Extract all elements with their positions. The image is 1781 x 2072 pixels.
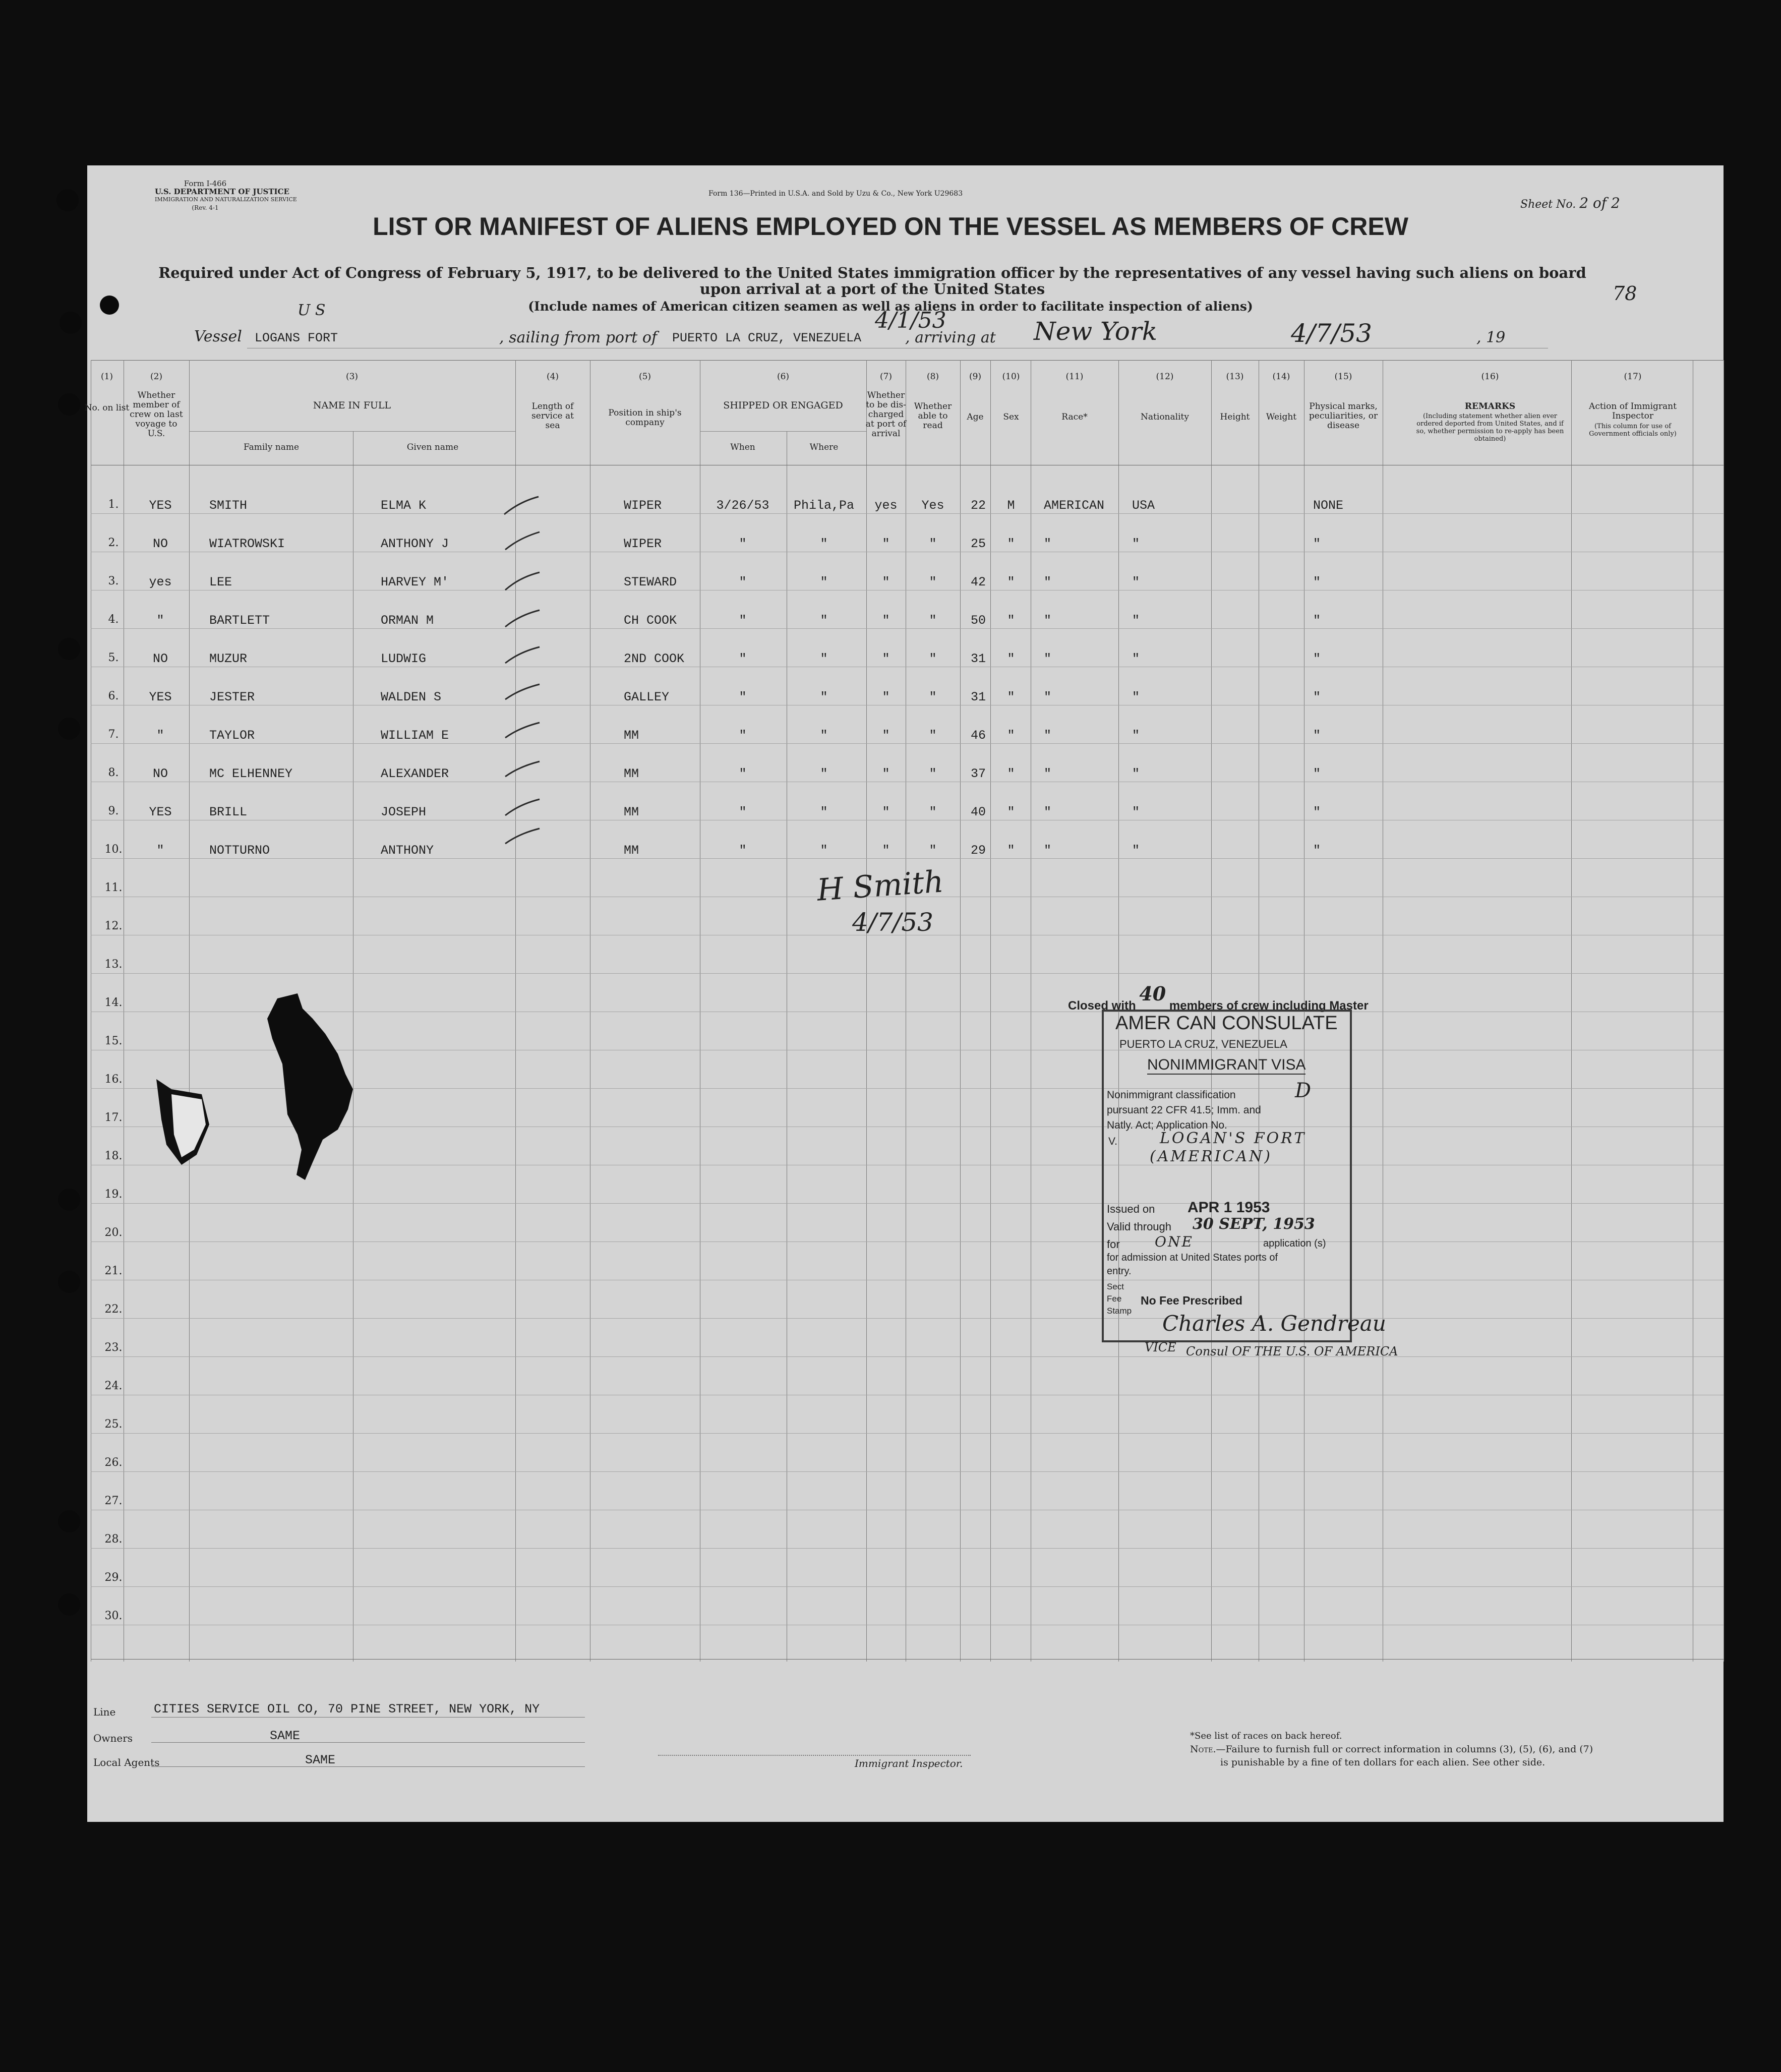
row-position: WIPER: [624, 498, 662, 513]
row-last: YES: [149, 690, 172, 704]
sailing-date: 4/1/53: [875, 308, 946, 333]
column-number: (2): [150, 372, 163, 382]
row-nat: ": [1132, 537, 1140, 551]
form-header-block: [155, 179, 297, 212]
row-number: 22.: [104, 1303, 123, 1316]
row-number: 12.: [104, 920, 123, 932]
signature-date: 4/7/53: [852, 908, 933, 937]
row-race: ": [1044, 805, 1052, 819]
row-disch: yes: [874, 498, 898, 513]
col-position: Position in ship's company: [608, 408, 682, 428]
row-age: 42: [970, 575, 986, 589]
row-given: ANTHONY J: [381, 537, 449, 551]
row-number: 13.: [104, 958, 123, 971]
row-where: ": [820, 766, 828, 781]
stamp-for-label: for: [1107, 1238, 1120, 1251]
row-sex: ": [1007, 766, 1015, 781]
arriving-label: , arriving at: [905, 329, 996, 346]
row-nat: ": [1132, 652, 1140, 666]
row-when: ": [739, 766, 747, 781]
row-when: ": [739, 728, 747, 743]
row-when: 3/26/53: [716, 498, 769, 513]
row-position: WIPER: [624, 537, 662, 551]
ink-blot: [151, 1074, 212, 1170]
row-position: 2ND COOK: [624, 652, 685, 666]
sailing-port: PUERTO LA CRUZ, VENEZUELA: [672, 331, 862, 345]
us-mark: U S: [298, 302, 326, 319]
row-no: 9.: [108, 805, 119, 817]
row-sex: ": [1007, 537, 1015, 551]
row-read: ": [929, 805, 937, 819]
column-number: (13): [1226, 372, 1244, 382]
row-last: NO: [152, 652, 168, 666]
stamp-valid-label: Valid through: [1107, 1220, 1172, 1233]
row-read: Yes: [921, 498, 944, 513]
ink-blot: [262, 988, 363, 1185]
binder-hole: [56, 189, 79, 211]
row-family: MUZUR: [209, 652, 248, 666]
stamp-fee-label: Sect Fee Stamp: [1107, 1282, 1132, 1316]
row-family: JESTER: [209, 690, 255, 704]
row-age: 25: [970, 537, 986, 551]
row-nat: USA: [1132, 498, 1155, 513]
row-disch: ": [882, 537, 890, 551]
row-last: NO: [152, 766, 168, 781]
closed-suffix: members of crew including Master: [1169, 999, 1369, 1013]
column-number: (1): [100, 372, 113, 382]
row-age: 22: [970, 498, 986, 513]
row-race: ": [1044, 652, 1052, 666]
row-family: TAYLOR: [209, 728, 255, 743]
sheet-value: 2 of 2: [1579, 195, 1620, 211]
page-number: 78: [1613, 282, 1637, 305]
check-marks: [499, 492, 545, 845]
col-inspector-action: Action of Immigrant Inspector: [1589, 401, 1677, 421]
binder-hole: [58, 718, 80, 740]
row-where: ": [820, 843, 828, 858]
row-nat: ": [1132, 805, 1140, 819]
printer-line: Form 136—Printed in U.S.A. and Sold by Uzu & Co., New York U29683: [708, 190, 963, 198]
row-family: MC ELHENNEY: [209, 766, 293, 781]
closed-prefix: Closed with: [1068, 999, 1136, 1013]
subtitle: Required under Act of Congress of February 5, 1917, to be delivered to the United States immigration officer by the representatives of any vessel having such aliens on board upon arrival at a port of the United States: [158, 264, 1586, 298]
row-age: 31: [970, 652, 986, 666]
row-age: 37: [970, 766, 986, 781]
row-sex: ": [1007, 805, 1015, 819]
row-no: 10.: [104, 843, 123, 856]
row-no: 4.: [108, 613, 119, 626]
row-last: ": [156, 843, 164, 858]
stamp-title: AMER CAN CONSULATE: [1115, 1013, 1338, 1034]
row-disch: ": [882, 728, 890, 743]
row-given: ANTHONY: [381, 843, 434, 858]
row-age: 46: [970, 728, 986, 743]
row-disch: ": [882, 843, 890, 858]
row-read: ": [929, 652, 937, 666]
vessel-label: Vessel: [194, 328, 242, 345]
column-number: (16): [1481, 372, 1499, 382]
row-read: ": [929, 690, 937, 704]
row-no: 8.: [108, 766, 119, 779]
col-nationality: Nationality: [1141, 412, 1189, 422]
note-label: Note.: [1190, 1744, 1216, 1755]
col-shipped-or-engaged: SHIPPED OR ENGAGED: [723, 400, 843, 411]
row-sex: ": [1007, 843, 1015, 858]
row-position: MM: [624, 728, 639, 743]
row-where: ": [820, 613, 828, 628]
stamp-v-label: V.: [1108, 1136, 1117, 1147]
col-weight: Weight: [1266, 412, 1297, 422]
stamp-classification-label: Nonimmigrant classification: [1107, 1089, 1236, 1101]
row-age: 50: [970, 613, 986, 628]
row-race: AMERICAN: [1044, 498, 1105, 513]
row-number: 25.: [104, 1418, 123, 1431]
binder-hole: [58, 393, 80, 416]
consul-title-vice: VICE: [1145, 1340, 1176, 1354]
binder-hole: [58, 1510, 80, 1532]
arrival-date: 4/7/53: [1291, 319, 1372, 348]
vessel-name: LOGANS FORT: [255, 331, 338, 345]
row-where: ": [820, 728, 828, 743]
consul-signature: Charles A. Gendreau: [1162, 1311, 1386, 1336]
year-label: , 19: [1476, 329, 1506, 346]
note-line: (Include names of American citizen seamen as well as aliens in order to facilitate inspection of aliens): [528, 299, 1253, 314]
inspector-signature: H Smith: [815, 864, 945, 908]
stamp-issued-label: Issued on: [1107, 1203, 1155, 1215]
row-family: LEE: [209, 575, 232, 589]
owners-value: SAME: [270, 1729, 301, 1743]
row-no: 2.: [108, 537, 119, 549]
col-length-of-service: Length of service at sea: [531, 401, 574, 431]
row-number: 30.: [104, 1610, 123, 1622]
row-when: ": [739, 843, 747, 858]
stamp-vessel-nationality: (AMERICAN): [1150, 1148, 1272, 1165]
row-where: ": [820, 575, 828, 589]
note-text: —Failure to furnish full or correct information in columns (3), (5), (6), and (7): [1216, 1744, 1593, 1755]
binder-hole: [58, 1271, 80, 1293]
stamp-issued-date: APR 1 1953: [1188, 1199, 1270, 1216]
row-number: 23.: [104, 1341, 123, 1354]
row-position: MM: [624, 805, 639, 819]
col-physical-marks: Physical marks, peculiarities, or disease: [1309, 401, 1378, 431]
row-marks: ": [1313, 805, 1321, 819]
row-no: 1.: [108, 498, 119, 511]
column-number: (7): [879, 372, 893, 382]
row-position: MM: [624, 766, 639, 781]
row-read: ": [929, 766, 937, 781]
sheet-label: Sheet No.: [1520, 198, 1576, 211]
row-family: WIATROWSKI: [209, 537, 285, 551]
row-race: ": [1044, 690, 1052, 704]
row-number: 27.: [104, 1495, 123, 1507]
row-given: ALEXANDER: [381, 766, 449, 781]
row-race: ": [1044, 728, 1052, 743]
row-age: 40: [970, 805, 986, 819]
row-number: 24.: [104, 1380, 123, 1392]
row-number: 21.: [104, 1265, 123, 1277]
stamp-visa-type: NONIMMIGRANT VISA: [1147, 1056, 1305, 1075]
form-revision: (Rev. 4-1: [192, 204, 219, 211]
line-value: CITIES SERVICE OIL CO, 70 PINE STREET, NEW YORK, NY: [154, 1702, 540, 1716]
row-last: YES: [149, 805, 172, 819]
agents-label: Local Agents: [93, 1756, 160, 1768]
penalty-note: [1190, 1744, 1593, 1755]
row-family: NOTTURNO: [209, 843, 270, 858]
row-age: 29: [970, 843, 986, 858]
col-discharged: Whether to be dis- charged at port of arrival: [865, 390, 907, 439]
column-number: (14): [1272, 372, 1290, 382]
col-name-in-full: NAME IN FULL: [313, 400, 391, 411]
agents-value: SAME: [305, 1753, 336, 1767]
stamp-admission: for admission at United States ports of: [1107, 1252, 1278, 1263]
row-number: 26.: [104, 1456, 123, 1469]
row-given: WILLIAM E: [381, 728, 449, 743]
row-family: SMITH: [209, 498, 248, 513]
row-number: 19.: [104, 1188, 123, 1201]
column-number: (5): [638, 372, 651, 382]
row-last: ": [156, 728, 164, 743]
row-given: LUDWIG: [381, 652, 427, 666]
row-last: ": [156, 613, 164, 628]
row-age: 31: [970, 690, 986, 704]
binder-hole: [58, 1189, 80, 1211]
col-last-voyage: Whether member of crew on last voyage to U.S.: [130, 390, 183, 439]
sheet-number: [1520, 195, 1620, 211]
row-number: 16.: [104, 1073, 123, 1086]
row-family: BRILL: [209, 805, 248, 819]
row-last: NO: [152, 537, 168, 551]
row-disch: ": [882, 805, 890, 819]
row-given: JOSEPH: [381, 805, 427, 819]
column-number: (17): [1624, 372, 1642, 382]
row-last: yes: [149, 575, 172, 589]
row-number: 20.: [104, 1226, 123, 1239]
col-no-on-list: No. on list: [84, 403, 130, 413]
row-when: ": [739, 613, 747, 628]
row-race: ": [1044, 575, 1052, 589]
row-marks: ": [1313, 537, 1321, 551]
column-number: (11): [1065, 372, 1084, 382]
page-title: LIST OR MANIFEST OF ALIENS EMPLOYED ON THE VESSEL AS MEMBERS OF CREW: [373, 212, 1408, 241]
row-given: HARVEY M': [381, 575, 449, 589]
row-no: 6.: [108, 690, 119, 702]
binder-hole: [60, 312, 82, 334]
stamp-classification-value: D: [1295, 1079, 1312, 1102]
row-position: GALLEY: [624, 690, 670, 704]
row-sex: M: [1007, 498, 1015, 513]
closed-count: 40: [1139, 982, 1166, 1005]
row-read: ": [929, 613, 937, 628]
row-when: ": [739, 652, 747, 666]
row-when: ": [739, 690, 747, 704]
col-remarks-note: (Including statement whether alien ever ordered deported from United States, and if so, whether permission to re-apply has been obtained): [1416, 412, 1564, 443]
column-number: (10): [1002, 372, 1020, 382]
col-given-name: Given name: [406, 442, 459, 452]
col-race: Race*: [1061, 412, 1088, 422]
row-number: 14.: [104, 996, 123, 1009]
row-where: ": [820, 805, 828, 819]
row-number: 29.: [104, 1571, 123, 1584]
row-read: ": [929, 537, 937, 551]
inspector-label: Immigrant Inspector.: [855, 1757, 963, 1769]
row-number: 11.: [104, 881, 123, 894]
department: U.S. DEPARTMENT OF JUSTICE: [155, 187, 289, 196]
races-note: *See list of races on back hereof.: [1190, 1731, 1342, 1741]
row-marks: ": [1313, 766, 1321, 781]
row-sex: ": [1007, 652, 1015, 666]
service: IMMIGRATION AND NATURALIZATION SERVICE: [155, 196, 297, 203]
row-disch: ": [882, 575, 890, 589]
row-number: 28.: [104, 1533, 123, 1546]
row-read: ": [929, 728, 937, 743]
row-nat: ": [1132, 728, 1140, 743]
stamp-application-count: application (s): [1263, 1238, 1326, 1249]
row-marks: NONE: [1313, 498, 1344, 513]
col-age: Age: [967, 412, 984, 422]
row-sex: ": [1007, 690, 1015, 704]
column-number: (4): [546, 372, 559, 382]
line-label: Line: [93, 1706, 116, 1718]
row-nat: ": [1132, 766, 1140, 781]
row-nat: ": [1132, 690, 1140, 704]
row-marks: ": [1313, 728, 1321, 743]
stamp-fee-text: No Fee Prescribed: [1141, 1294, 1242, 1307]
row-no: 7.: [108, 728, 119, 741]
row-number: 18.: [104, 1150, 123, 1162]
row-read: ": [929, 575, 937, 589]
sailing-label: , sailing from port of: [499, 329, 658, 346]
row-when: ": [739, 537, 747, 551]
row-read: ": [929, 843, 937, 858]
penalty-note-2: is punishable by a fine of ten dollars for each alien. See other side.: [1220, 1757, 1546, 1768]
row-position: MM: [624, 843, 639, 858]
row-when: ": [739, 805, 747, 819]
owners-label: Owners: [93, 1732, 133, 1744]
row-family: BARTLETT: [209, 613, 270, 628]
column-number: (15): [1334, 372, 1352, 382]
row-when: ": [739, 575, 747, 589]
row-sex: ": [1007, 613, 1015, 628]
row-disch: ": [882, 613, 890, 628]
column-number: (6): [777, 372, 790, 382]
row-marks: ": [1313, 690, 1321, 704]
row-nat: ": [1132, 843, 1140, 858]
row-where: Phila,Pa: [793, 498, 855, 513]
binder-hole: [58, 638, 80, 660]
row-disch: ": [882, 690, 890, 704]
row-marks: ": [1313, 613, 1321, 628]
column-number: (8): [926, 372, 939, 382]
row-last: YES: [149, 498, 172, 513]
row-given: WALDEN S: [381, 690, 442, 704]
row-disch: ": [882, 652, 890, 666]
row-number: 17.: [104, 1111, 123, 1124]
row-race: ": [1044, 843, 1052, 858]
row-given: ELMA K: [381, 498, 427, 513]
column-number: (3): [345, 372, 359, 382]
col-family-name: Family name: [243, 442, 300, 452]
col-where: Where: [809, 442, 839, 452]
col-sex: Sex: [1003, 412, 1019, 422]
col-able-to-read: Whether able to read: [914, 401, 952, 431]
form-number: Form I-466: [184, 179, 227, 188]
row-where: ": [820, 652, 828, 666]
row-nat: ": [1132, 613, 1140, 628]
column-number: (12): [1156, 372, 1174, 382]
stamp-vessel: LOGAN'S FORT: [1160, 1130, 1307, 1147]
row-race: ": [1044, 766, 1052, 781]
row-sex: ": [1007, 728, 1015, 743]
row-where: ": [820, 537, 828, 551]
col-inspector-note: (This column for use of Government officials only): [1589, 423, 1677, 438]
column-number: (9): [969, 372, 982, 382]
row-marks: ": [1313, 652, 1321, 666]
stamp-for-value: ONE: [1155, 1233, 1194, 1250]
row-given: ORMAN M: [381, 613, 434, 628]
row-no: 5.: [108, 652, 119, 664]
row-race: ": [1044, 537, 1052, 551]
row-marks: ": [1313, 843, 1321, 858]
row-marks: ": [1313, 575, 1321, 589]
row-no: 3.: [108, 575, 119, 587]
col-when: When: [730, 442, 755, 452]
col-remarks: REMARKS: [1464, 401, 1516, 411]
row-race: ": [1044, 613, 1052, 628]
row-disch: ": [882, 766, 890, 781]
stamp-valid-date: 30 SEPT, 1953: [1193, 1215, 1315, 1233]
stamp-place: PUERTO LA CRUZ, VENEZUELA: [1119, 1038, 1287, 1050]
row-position: CH COOK: [624, 613, 677, 628]
row-position: STEWARD: [624, 575, 677, 589]
binder-hole: [58, 1593, 80, 1616]
stamp-entry: entry.: [1107, 1266, 1132, 1277]
row-sex: ": [1007, 575, 1015, 589]
arrival-port: New York: [1034, 317, 1157, 346]
col-height: Height: [1220, 412, 1250, 422]
stamp-pursuant: pursuant 22 CFR 41.5; Imm. and: [1107, 1104, 1261, 1116]
consul-title: Consul OF THE U.S. OF AMERICA: [1186, 1344, 1398, 1358]
stamp-application: Natly. Act; Application No.: [1107, 1119, 1227, 1131]
row-where: ": [820, 690, 828, 704]
row-nat: ": [1132, 575, 1140, 589]
row-number: 15.: [104, 1035, 123, 1047]
